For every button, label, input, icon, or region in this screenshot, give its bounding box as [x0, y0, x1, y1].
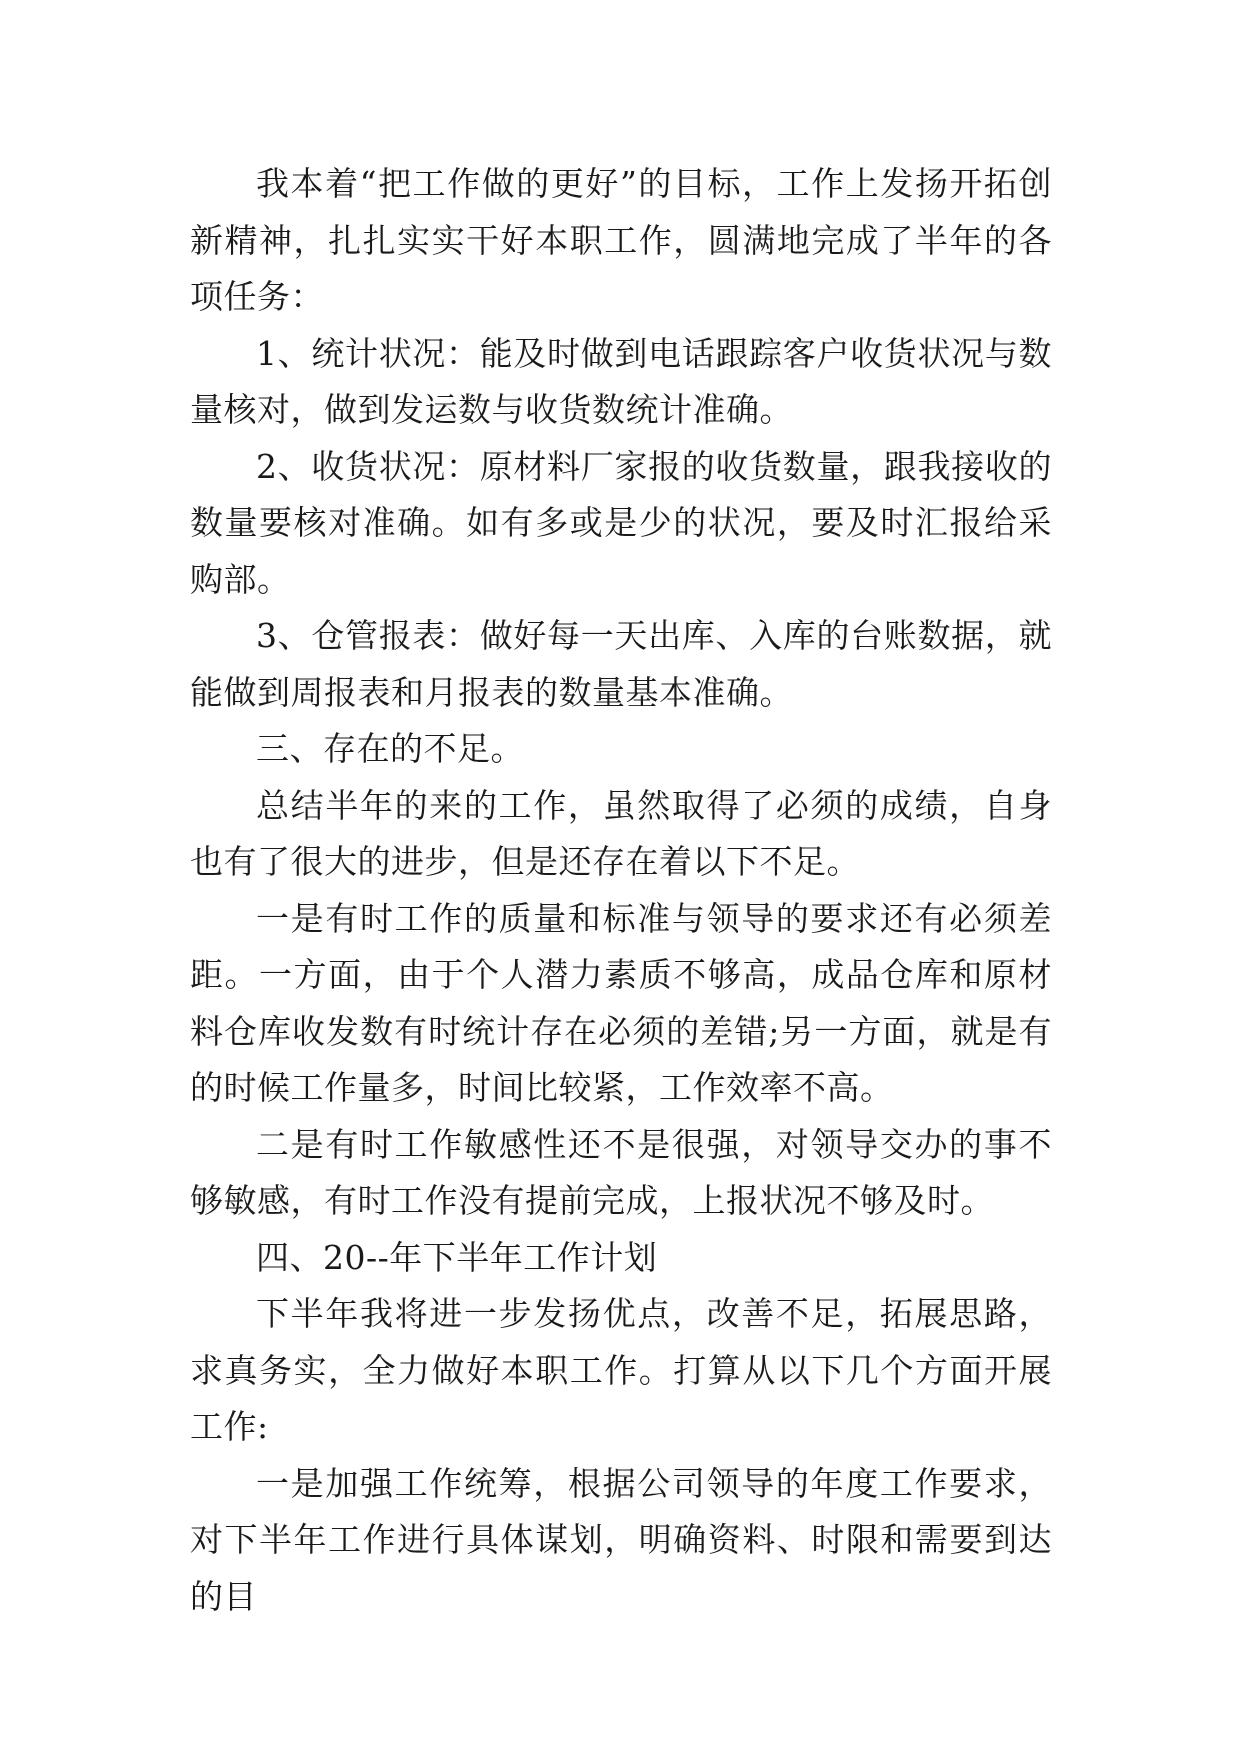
- paragraph-summary: 总结半年的来的工作，虽然取得了必须的成绩，自身也有了很大的进步，但是还存在着以下不足。: [190, 785, 1052, 881]
- section-heading-plan: 四、20--年下半年工作计划: [256, 1237, 658, 1277]
- paragraph-shortcoming-2: 二是有时工作敏感性还不是很强，对领导交办的事不够敏感，有时工作没有提前完成，上报状况不够及时。: [190, 1124, 1052, 1220]
- paragraph-item-1: 1、统计状况：能及时做到电话跟踪客户收货状况与数量核对，做到发运数与收货数统计准确。: [190, 333, 1052, 429]
- paragraph-intro: 我本着“把工作做的更好”的目标，工作上发扬开拓创新精神，扎扎实实干好本职工作，圆满地完成了半年的各项任务：: [190, 164, 1052, 316]
- document-body: [190, 156, 1052, 1625]
- paragraph-item-2: 2、收货状况：原材料厂家报的收货数量，跟我接收的数量要核对准确。如有多或是少的状况，要及时汇报给采购部。: [190, 446, 1052, 599]
- paragraph-plan-1: 一是加强工作统筹，根据公司领导的年度工作要求，对下半年工作进行具体谋划，明确资料、时限和需要到达的目: [190, 1463, 1052, 1616]
- paragraph-item-3: 3、仓管报表：做好每一天出库、入库的台账数据，就能做到周报表和月报表的数量基本准确。: [190, 616, 1052, 712]
- paragraph-shortcoming-1: 一是有时工作的质量和标准与领导的要求还有必须差距。一方面，由于个人潜力素质不够高，成品仓库和原材料仓库收发数有时统计存在必须的差错;另一方面，就是有的时候工作量多，时间比较紧，工作效率不高。: [190, 898, 1052, 1107]
- paragraph-plan-intro: 下半年我将进一步发扬优点，改善不足，拓展思路，求真务实，全力做好本职工作。打算从以下几个方面开展工作:: [190, 1294, 1052, 1446]
- section-heading-shortcomings: 三、存在的不足。: [256, 729, 524, 768]
